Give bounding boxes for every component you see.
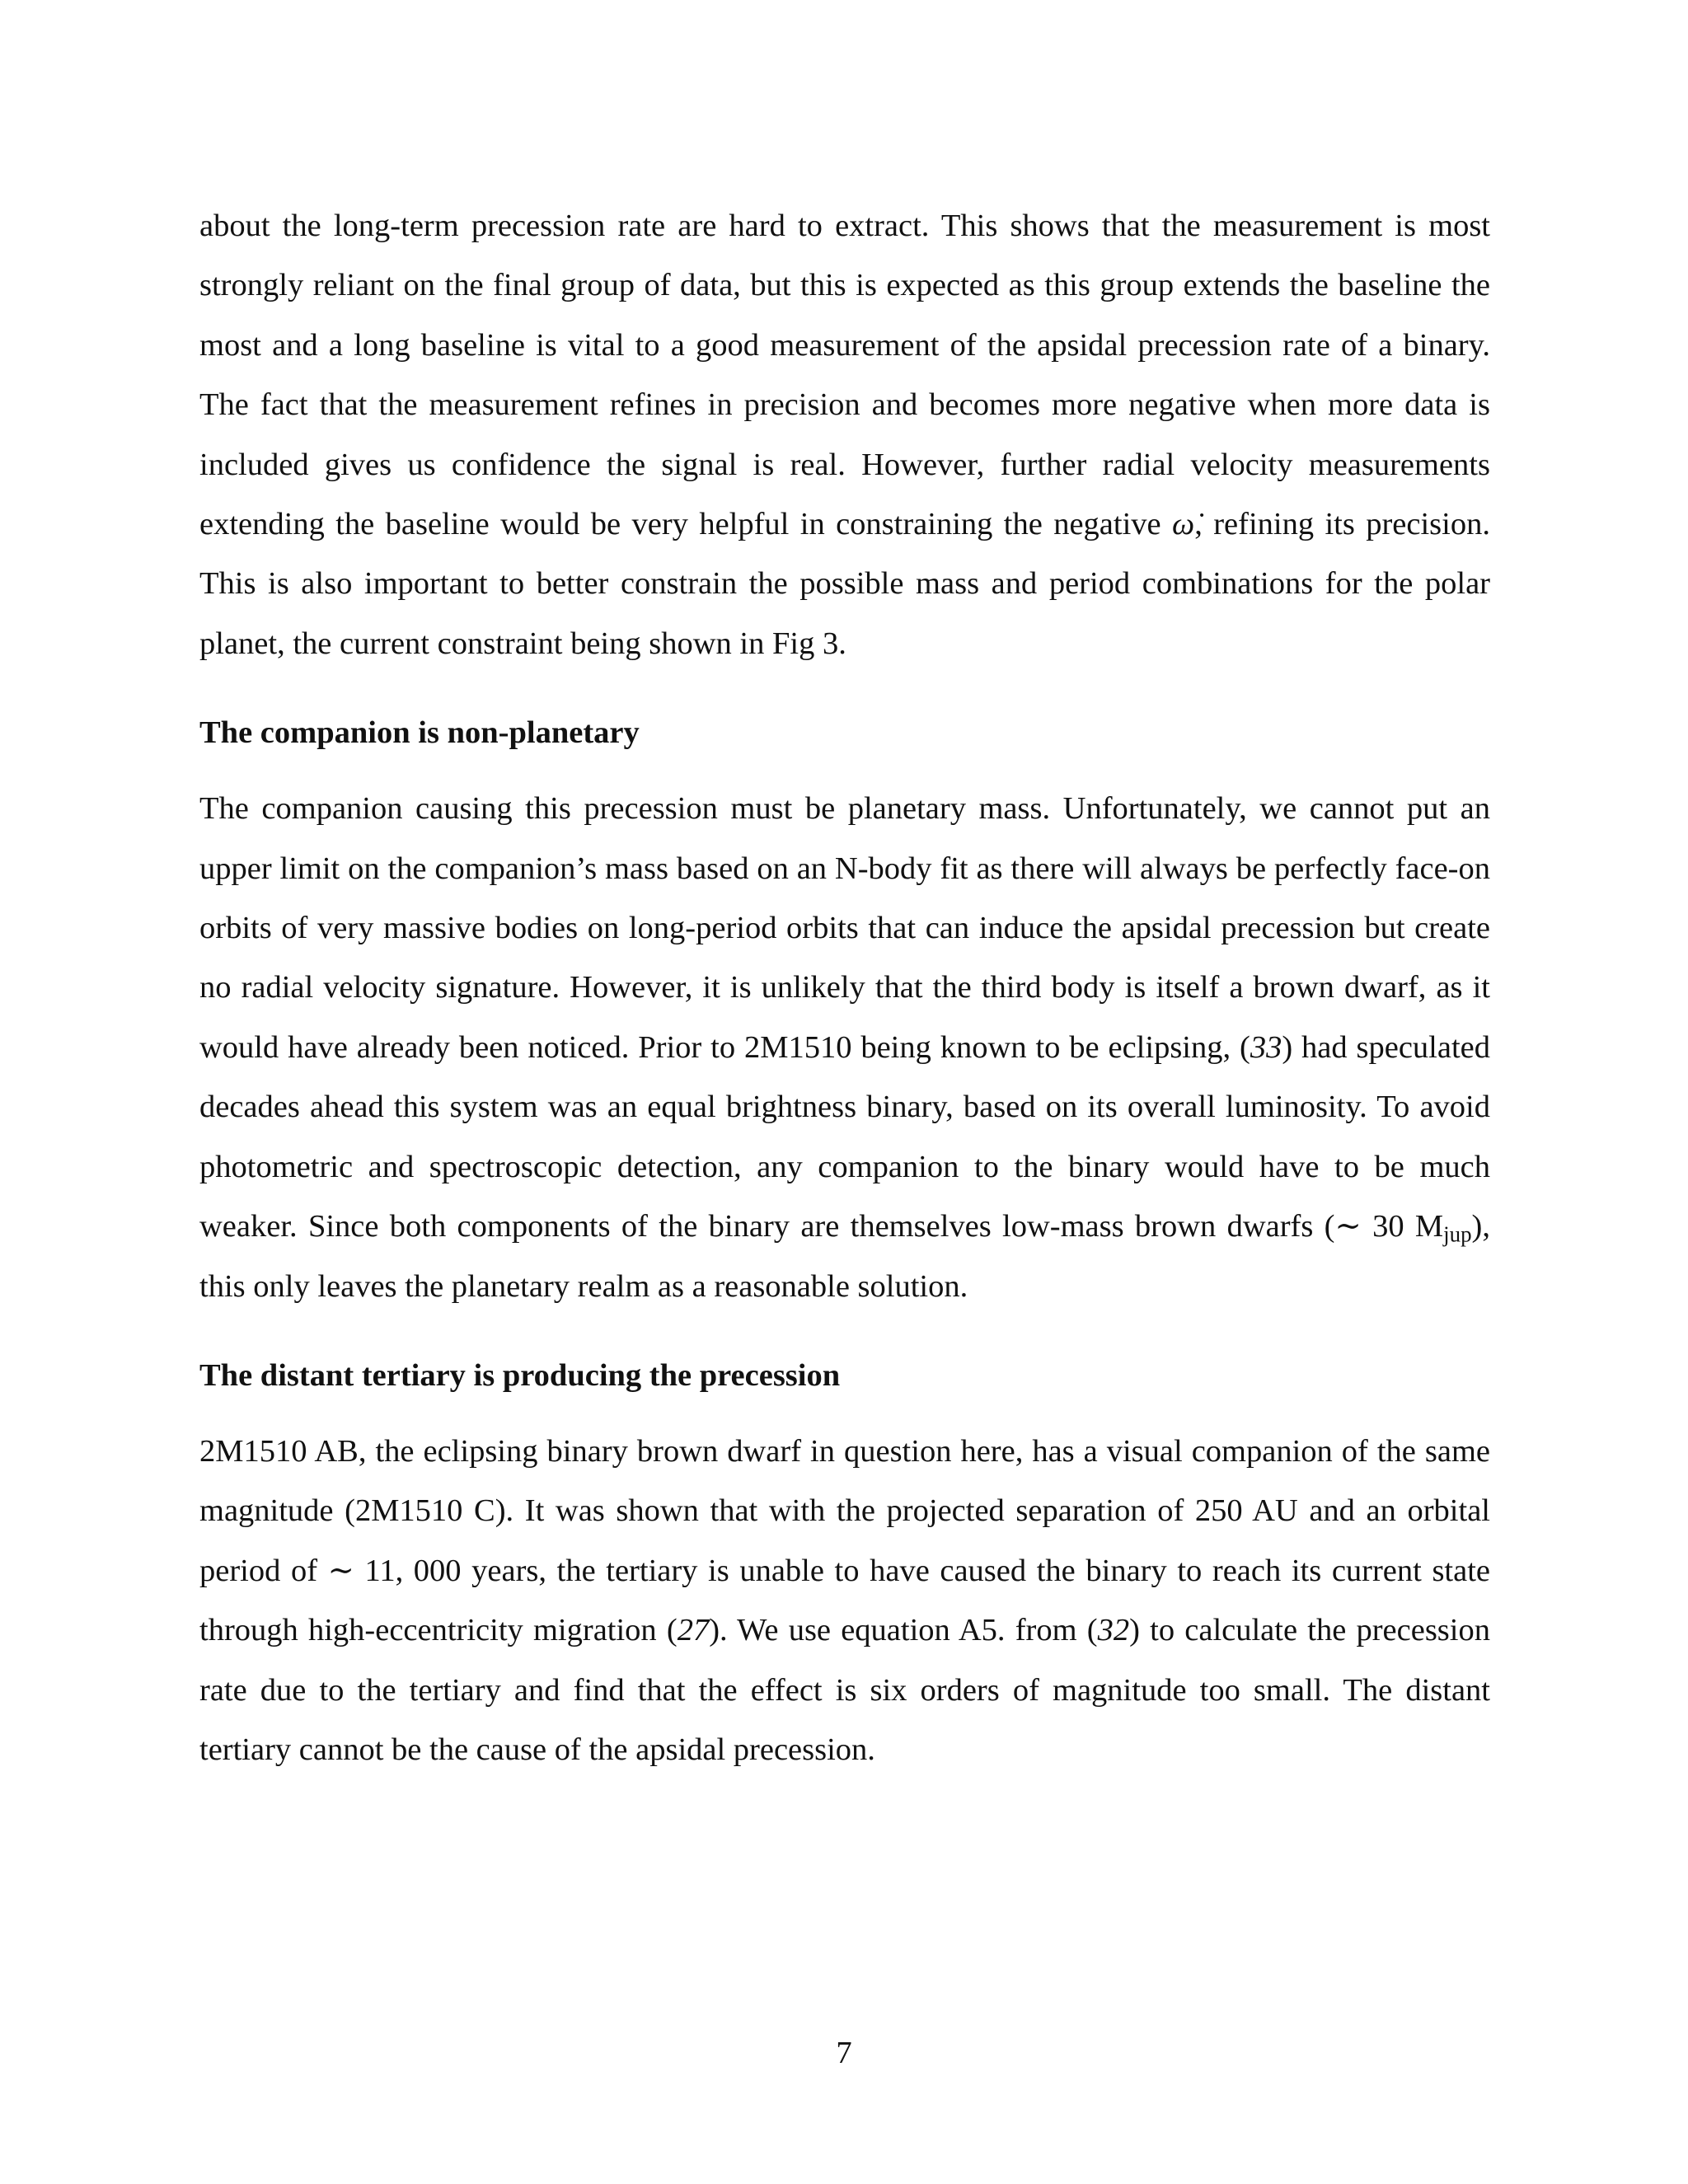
omega-dot-symbol: ω̇: [1172, 507, 1195, 542]
text-run: ). We use equation A5. from (: [709, 1613, 1098, 1648]
text-run: , refining its precision. This is also important to better constrain the possible mass and period combinations for the polar planet, the current constraint being shown in Fig 3.: [199, 507, 1490, 661]
section-heading-distant-tertiary: The distant tertiary is producing the precession: [199, 1357, 841, 1393]
page-content: [199, 196, 1490, 1779]
citation-27: 27: [677, 1613, 710, 1648]
citation-33: 33: [1250, 1029, 1282, 1065]
paragraph-precession-baseline: [199, 196, 1490, 673]
text-run: ) to calculate the precession rate due to the tertiary and find that the effect is six orders of magnitude too small. The distant tertiary cannot be the cause of the apsidal precession.: [199, 1613, 1490, 1767]
text-run: ), this only leaves the planetary realm as a reasonable solution.: [199, 1209, 1490, 1304]
subscript-jup: jup: [1443, 1221, 1472, 1247]
text-run: The companion causing this precession must be planetary mass. Unfortunately, we cannot put an upper limit on the companion’s mass based on an N-body fit as there will always be perfectly face-on orbits of very massive bodies on long-period orbits that can induce the apsidal precession but create no radial velocity signature. However, it is unlikely that the third body is itself a brown dwarf, as it would have already been noticed. Prior to 2M1510 being known to be eclipsing, (: [199, 791, 1490, 1065]
page-number: 7: [836, 2036, 852, 2070]
paragraph-distant-tertiary: [199, 1422, 1490, 1779]
section-heading-non-planetary: The companion is non-planetary: [199, 715, 640, 751]
text-run: ) had speculated decades ahead this system was an equal brightness binary, based on its overall luminosity. To avoid photometric and spectroscopic detection, any companion to the binary would have to be much weaker. Since both components of the binary are themselves low-mass brown dwarfs (∼ 30 M: [199, 1029, 1491, 1244]
text-run: about the long-term precession rate are hard to extract. This shows that the measurement is most strongly reliant on the final group of data, but this is expected as this group extends the baseline the most and a long baseline is vital to a good measurement of the apsidal precession rate of a binary. The fact that the measurement refines in precision and becomes more negative when more data is included gives us confidence the signal is real. However, further radial velocity measurements extending the baseline would be very helpful in constraining the negative: [199, 209, 1490, 542]
paragraph-companion-mass: [199, 779, 1490, 1316]
citation-32: 32: [1097, 1613, 1130, 1648]
text-run: 2M1510 AB, the eclipsing binary brown dwarf in question here, has a visual companion of the same magnitude (2M1510 C). It was shown that with the projected separation of 250 AU and an orbital period of ∼ 11, 000 years, the tertiary is unable to have caused the binary to reach its current state through high-eccentricity migration (: [199, 1433, 1490, 1648]
